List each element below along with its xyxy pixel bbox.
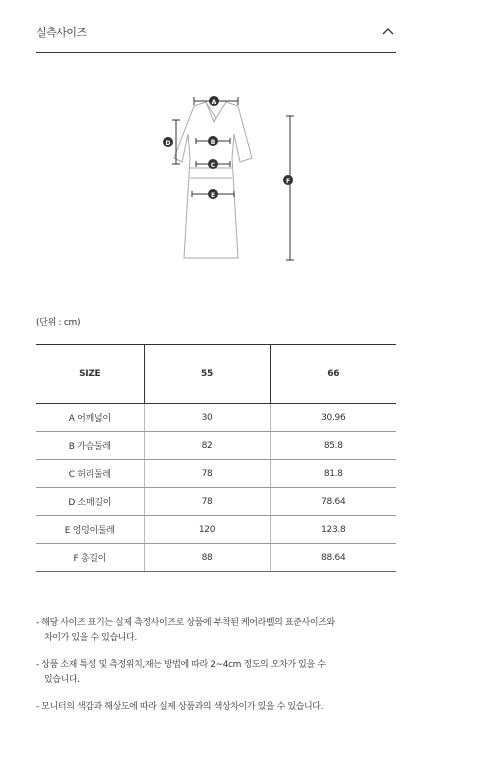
row-label: F 총길이 [36, 544, 144, 572]
note-line: - 상품 소재 특성 및 측정위치,재는 방법에 따라 2~4cm 정도의 오차가 있을 수 [36, 660, 326, 670]
garment-diagram [150, 88, 310, 268]
table-cell: 81.8 [270, 460, 396, 488]
note-line: - 해당 사이즈 표기는 실제 측정사이즈로 상품에 부착된 케어라벨의 표준사이즈와 [36, 618, 335, 628]
table-cell: 82 [144, 432, 270, 460]
unit-label: (단위 : cm) [36, 318, 81, 328]
table-header-row [36, 345, 396, 404]
marker-b-label: B [210, 139, 216, 146]
note-line: 있습니다. [44, 675, 80, 685]
table-cell: 78 [144, 488, 270, 516]
table-cell: 78 [144, 460, 270, 488]
measure-line-d [172, 120, 180, 164]
table-row [36, 544, 396, 572]
table-cell: 88 [144, 544, 270, 572]
dress-outline [174, 102, 252, 258]
column-header: 55 [144, 345, 270, 404]
marker-d [163, 137, 173, 147]
marker-f [283, 175, 293, 185]
marker-b [208, 136, 218, 146]
note-line: - 모니터의 색감과 해상도에 따라 실제 상품과의 색상차이가 있을 수 있습니다. [36, 702, 324, 712]
section-header[interactable] [36, 18, 396, 53]
table-row [36, 460, 396, 488]
table-row [36, 432, 396, 460]
column-header: SIZE [36, 345, 144, 404]
table-row [36, 404, 396, 432]
row-label: E 엉덩이둘레 [36, 516, 144, 544]
marker-c-label: C [210, 162, 216, 169]
size-table [36, 344, 396, 572]
row-label: C 허리둘레 [36, 460, 144, 488]
row-label: A 어깨넓이 [36, 404, 144, 432]
table-cell: 120 [144, 516, 270, 544]
marker-a [209, 96, 219, 106]
note-line: 차이가 있을 수 있습니다. [44, 633, 137, 643]
marker-d-label: D [165, 140, 171, 147]
table-cell: 30 [144, 404, 270, 432]
row-label: D 소매길이 [36, 488, 144, 516]
row-label: B 가슴둘레 [36, 432, 144, 460]
column-header: 66 [270, 345, 396, 404]
table-cell: 85.8 [270, 432, 396, 460]
marker-e [208, 189, 218, 199]
note-item [36, 616, 416, 646]
chevron-up-icon[interactable] [382, 27, 394, 35]
table-cell: 78.64 [270, 488, 396, 516]
marker-c [208, 159, 218, 169]
table-row [36, 488, 396, 516]
measure-line-f [286, 116, 294, 260]
note-item [36, 700, 416, 715]
table-cell: 30.96 [270, 404, 396, 432]
table-cell: 88.64 [270, 544, 396, 572]
notes-section [36, 616, 416, 727]
table-cell: 123.8 [270, 516, 396, 544]
marker-a-label: A [211, 99, 217, 106]
note-item [36, 658, 416, 688]
marker-e-label: E [210, 192, 216, 199]
section-title: 실측사이즈 [36, 26, 87, 39]
marker-f-label: F [285, 178, 291, 185]
table-row [36, 516, 396, 544]
